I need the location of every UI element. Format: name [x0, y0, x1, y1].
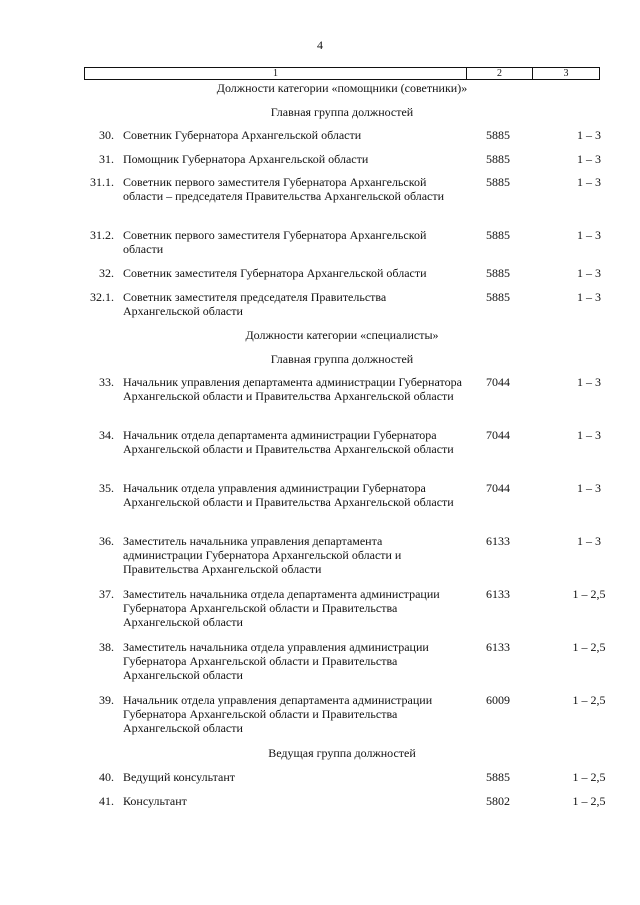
- row-code: 7044: [486, 428, 510, 442]
- table-header: [84, 67, 600, 80]
- row-code: 5802: [486, 794, 510, 808]
- group-heading-main-specialists: Главная группа должностей: [270, 352, 414, 366]
- row-number: 34.: [99, 428, 114, 442]
- row-number: 32.1.: [90, 290, 114, 304]
- row-code: 5885: [486, 152, 510, 166]
- row-number: 39.: [99, 693, 114, 707]
- row-title: Начальник управления департамента администрации Губернатора Архангельской области и Правительства Архангельской области: [123, 375, 462, 403]
- row-title: Заместитель начальника отдела управления администрации Губернатора Архангельской области и Правительства Архангельской области: [123, 640, 429, 682]
- group-heading-main-advisors: Главная группа должностей: [270, 105, 414, 119]
- section-heading-advisors: Должности категории «помощники (советники)»: [216, 81, 468, 95]
- row-title: Помощник Губернатора Архангельской области: [123, 152, 369, 166]
- row-code: 7044: [486, 481, 510, 495]
- row-number: 37.: [99, 587, 114, 601]
- page-number: 4: [317, 38, 323, 52]
- row-coefficient: 1 – 3: [577, 152, 601, 166]
- row-number: 38.: [99, 640, 114, 654]
- row-number: 31.2.: [90, 228, 114, 242]
- row-title: Советник заместителя Губернатора Архангельской области: [123, 266, 427, 280]
- row-coefficient: 1 – 3: [577, 175, 601, 189]
- row-title: Начальник отдела департамента администрации Губернатора Архангельской области и Правительства Архангельской области: [123, 428, 454, 456]
- row-number: 33.: [99, 375, 114, 389]
- section-heading-specialists: Должности категории «специалисты»: [245, 328, 439, 342]
- row-code: 6133: [486, 640, 510, 654]
- row-coefficient: 1 – 3: [577, 228, 601, 242]
- row-number: 31.1.: [90, 175, 114, 189]
- row-coefficient: 1 – 2,5: [572, 640, 606, 654]
- row-title: Заместитель начальника управления департамента администрации Губернатора Архангельской области и Правительства Архангельской области: [123, 534, 402, 576]
- row-code: 5885: [486, 175, 510, 189]
- row-coefficient: 1 – 3: [577, 266, 601, 280]
- row-coefficient: 1 – 3: [577, 128, 601, 142]
- row-code: 6133: [486, 587, 510, 601]
- row-title: Начальник отдела управления администрации Губернатора Архангельской области и Правительства Архангельской области: [123, 481, 454, 509]
- row-title: Заместитель начальника отдела департамента администрации Губернатора Архангельской области и Правительства Архангельской области: [123, 587, 440, 629]
- row-coefficient: 1 – 2,5: [572, 770, 606, 784]
- row-title: Советник первого заместителя Губернатора Архангельской области: [123, 228, 427, 256]
- row-coefficient: 1 – 3: [577, 481, 601, 495]
- row-code: 6133: [486, 534, 510, 548]
- row-number: 32.: [99, 266, 114, 280]
- row-code: 6009: [486, 693, 510, 707]
- row-code: 5885: [486, 266, 510, 280]
- group-heading-leading-specialists: Ведущая группа должностей: [268, 746, 416, 760]
- header-col-1: 1: [84, 67, 467, 80]
- row-code: 5885: [486, 128, 510, 142]
- row-coefficient: 1 – 3: [577, 290, 601, 304]
- row-title: Советник Губернатора Архангельской области: [123, 128, 362, 142]
- row-coefficient: 1 – 2,5: [572, 693, 606, 707]
- row-title: Советник первого заместителя Губернатора Архангельской области – председателя Правительства Архангельской области: [123, 175, 445, 203]
- row-title: Ведущий консультант: [123, 770, 236, 784]
- row-coefficient: 1 – 2,5: [572, 587, 606, 601]
- header-col-3: 3: [533, 67, 600, 80]
- row-title: Советник заместителя председателя Правительства Архангельской области: [123, 290, 387, 318]
- row-number: 30.: [99, 128, 114, 142]
- row-title: Начальник отдела управления департамента администрации Губернатора Архангельской области и Правительства Архангельской области: [123, 693, 433, 735]
- row-number: 35.: [99, 481, 114, 495]
- row-code: 5885: [486, 290, 510, 304]
- row-code: 5885: [486, 228, 510, 242]
- row-coefficient: 1 – 2,5: [572, 794, 606, 808]
- row-code: 7044: [486, 375, 510, 389]
- row-code: 5885: [486, 770, 510, 784]
- row-coefficient: 1 – 3: [577, 428, 601, 442]
- row-number: 31.: [99, 152, 114, 166]
- row-number: 36.: [99, 534, 114, 548]
- row-number: 40.: [99, 770, 114, 784]
- row-coefficient: 1 – 3: [577, 534, 601, 548]
- row-number: 41.: [99, 794, 114, 808]
- row-title: Консультант: [123, 794, 187, 808]
- row-coefficient: 1 – 3: [577, 375, 601, 389]
- header-col-2: 2: [467, 67, 533, 80]
